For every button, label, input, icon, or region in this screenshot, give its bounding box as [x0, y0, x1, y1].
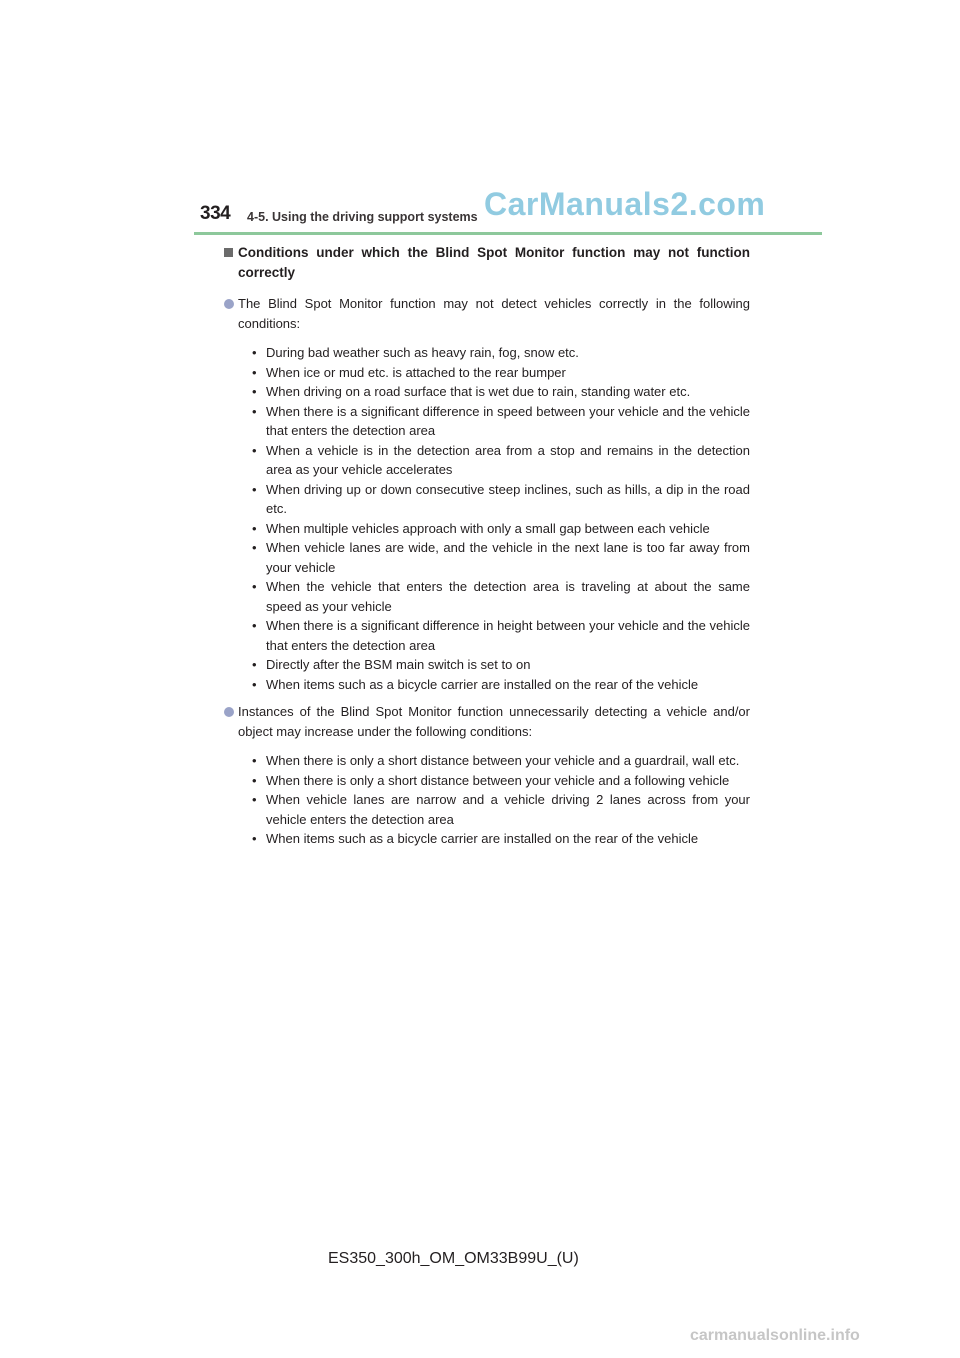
- list-item: [252, 829, 750, 849]
- list-item-text: When a vehicle is in the detection area from a stop and remains in the detection area as your vehicle accelerates: [266, 442, 750, 477]
- bullet-icon: •: [252, 481, 257, 497]
- watermark-logo[interactable]: CarManuals2.com: [484, 186, 766, 222]
- list-item: [252, 771, 750, 791]
- list-item-text: When there is only a short distance between your vehicle and a guardrail, wall etc.: [266, 753, 740, 768]
- bullet-icon: •: [252, 676, 257, 692]
- section-intro-text: Instances of the Blind Spot Monitor function unnecessarily detecting a vehicle and/or object may increase under the following conditions:: [238, 704, 750, 739]
- list-item-text: When vehicle lanes are wide, and the vehicle in the next lane is too far away from your vehicle: [266, 540, 750, 575]
- bullet-icon: •: [252, 442, 257, 458]
- list-item: [252, 480, 750, 519]
- sub-heading: [224, 243, 750, 282]
- document-code: ES350_300h_OM_OM33B99U_(U): [328, 1250, 579, 1267]
- round-bullet-icon: [224, 299, 234, 309]
- list-item: [252, 675, 750, 695]
- bullet-icon: •: [252, 403, 257, 419]
- list-item-text: When items such as a bicycle carrier are installed on the rear of the vehicle: [266, 831, 699, 846]
- list-item: [252, 655, 750, 675]
- section-2: [224, 702, 750, 849]
- list-item-text: When the vehicle that enters the detection area is traveling at about the same speed as your vehicle: [266, 579, 750, 614]
- condition-list: [224, 343, 750, 694]
- bullet-icon: •: [252, 579, 257, 594]
- page-number: 334: [200, 203, 231, 224]
- section-title: 4-5. Using the driving support systems: [247, 210, 478, 224]
- list-item-text: When driving on a road surface that is wet due to rain, standing water etc.: [266, 384, 691, 399]
- bullet-icon: •: [252, 345, 257, 360]
- list-item-text: When ice or mud etc. is attached to the rear bumper: [266, 364, 566, 380]
- bullet-icon: •: [252, 831, 257, 846]
- list-item: [252, 363, 750, 383]
- list-item-text: When multiple vehicles approach with only a small gap between each vehicle: [266, 520, 710, 536]
- list-item-text: When driving up or down consecutive steep inclines, such as hills, a dip in the road etc.: [266, 481, 750, 516]
- header-rule: [194, 232, 822, 235]
- list-item-text: When items such as a bicycle carrier are installed on the rear of the vehicle: [266, 676, 699, 692]
- section-intro-text: The Blind Spot Monitor function may not detect vehicles correctly in the following conditions:: [238, 296, 750, 331]
- bullet-icon: •: [252, 618, 257, 633]
- list-item: [252, 519, 750, 539]
- list-item: [252, 616, 750, 655]
- round-bullet-icon: [224, 707, 234, 717]
- list-item: [252, 577, 750, 616]
- list-item: [252, 790, 750, 829]
- condition-list: [224, 751, 750, 849]
- list-item-text: When vehicle lanes are narrow and a vehicle driving 2 lanes across from your vehicle enters the detection area: [266, 792, 750, 827]
- list-item: [252, 751, 750, 771]
- sub-heading-text: Conditions under which the Blind Spot Monitor function may not function correctly: [238, 245, 750, 280]
- bullet-icon: •: [252, 540, 257, 555]
- bullet-icon: •: [252, 792, 257, 807]
- bullet-icon: •: [252, 753, 257, 768]
- list-item: [252, 382, 750, 402]
- list-item-text: When there is a significant difference in height between your vehicle and the vehicle that enters the detection area: [266, 618, 750, 653]
- section-1: [224, 294, 750, 694]
- list-item-text: When there is a significant difference in speed between your vehicle and the vehicle that enters the detection area: [266, 403, 750, 438]
- square-bullet-icon: [224, 248, 233, 257]
- section-intro: [224, 702, 750, 741]
- bullet-icon: •: [252, 772, 257, 788]
- bullet-icon: •: [252, 384, 257, 399]
- list-item-text: During bad weather such as heavy rain, fog, snow etc.: [266, 345, 579, 360]
- list-item-text: When there is only a short distance between your vehicle and a following vehicle: [266, 772, 730, 788]
- list-item: [252, 402, 750, 441]
- list-item-text: Directly after the BSM main switch is set to on: [266, 657, 531, 672]
- list-item: [252, 538, 750, 577]
- list-item: [252, 441, 750, 480]
- bullet-icon: •: [252, 520, 257, 536]
- footer-watermark[interactable]: carmanualsonline.info: [690, 1327, 860, 1344]
- list-item: [252, 343, 750, 363]
- bullet-icon: •: [252, 657, 257, 672]
- page-content: [224, 243, 750, 857]
- section-intro: [224, 294, 750, 333]
- bullet-icon: •: [252, 364, 257, 380]
